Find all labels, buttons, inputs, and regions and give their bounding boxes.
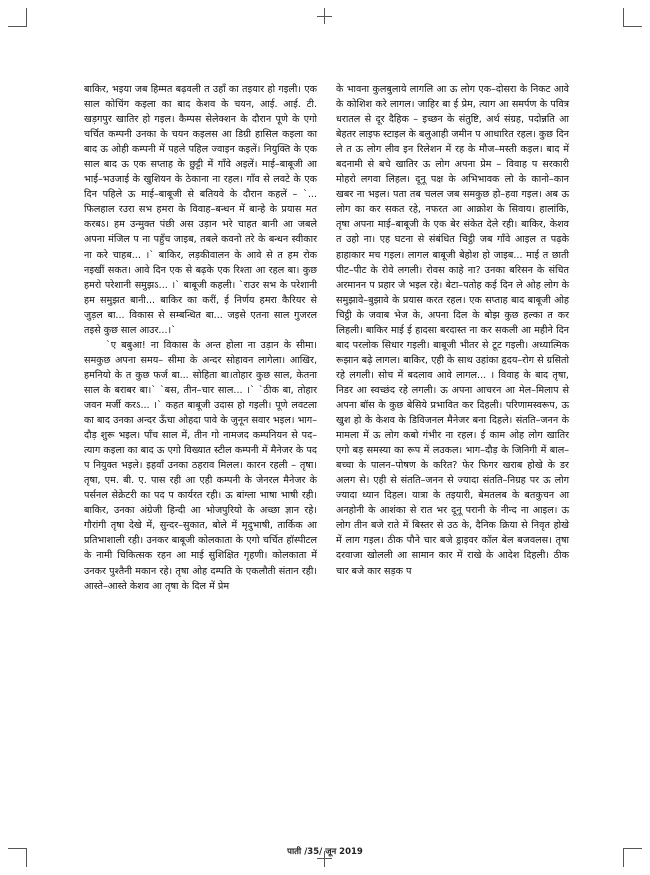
registration-mark-top-cross xyxy=(317,16,332,17)
paragraph: `ए बबुआ! ना विकास के अन्त होला ना उड़ान के सीमा। समकुछ अपना समय– सीमा के अन्दर सोहावन लागेला। आखिर, हमनियो के त कुछ फर्ज बा... सोहिता बा।तोहार कुछ साल, केतना साल के बराबर बा।` `बस, तीन–चार साल... ।` `ठीक बा, तोहार जवन मर्जी करऽ... ।` कहत बाबूजी उदास हो गइली। पूणे लवटला का बाद उनका अन्दर ऊँचा ओहदा पावे के जुनून सवार भइल। भाग–दौड़ शुरू भइल। पाँच साल में, तीन गो नामजद कम्पनियन से पद–त्याग कइला का बाद ऊ एगो विख्यात स्टील कम्पनी में मैनेजर के पद प नियुक्त भइले। इहवाँ उनका ठहराव मिलल। कारन रहली – तृषा। तृषा, एम. बी. ए. पास रही आ एही कम्पनी के जेनरल मैनेजर के पर्सनल सेक्रेटरी का पद प कार्यरत रही। ऊ बांग्ला भाषा भाषी रही। बाकिर, उनका अंग्रेजी हिन्दी आ भोजपुरियो के अच्छा ज्ञान रहे। गौरांगी तृषा देखे में, सुन्दर–सुकात, बोले में मृदुभाषी, तार्किक आ प्रतिभाशाली रही। उनकर बाबूजी कोलकाता के एगो चर्चित हॉस्पीटल के नामी चिकित्सक रहन आ माई सुशिक्षित गृहणी। कोलकाता में उनकर पुश्तैनी मकान रहे। तृषा ओह दम्पति के एकलौती संतान रही। आस्ते–आस्ते केशव आ तृषा के दिल में प्रेम xyxy=(84,339,317,592)
text-column-left xyxy=(84,82,317,594)
crop-mark-top-right xyxy=(623,8,642,27)
text-column-right xyxy=(336,82,569,579)
paragraph: बाकिर, भइया जब हिम्मत बढ़वली त उहाँ का तइयार हो गइली। एक साल कोचिंग कइला का बाद केशव के चयन, आई. आई. टी. खड़गपुर खातिर हो गइल। कैम्पस सेलेक्शन के दौरान पूणे के एगो चर्चित कम्पनी उनका के चयन कइलस आ डिग्री हासिल कइला का बाद ऊ ओही कम्पनी में पहले पहिल ज्वाइन कइलें। नियुक्ति के एक साल बाद ऊ एक सप्ताह के छुट्टी में गाँवे अइलें। माई–बाबूजी आ भाई–भउजाई के खुशियन के ठेकाना ना रहल। गाँव से लवटे के एक दिन पहिले ऊ माई–बाबूजी से बतियवे के दौरान कहलें – `... फिलहाल रउरा सभ हमरा के विवाह–बन्धन में बान्हे के प्रयास मत करबऽ। हम उन्मुक्त पंछी अस उड़ान भरे चाहत बानी आ जबले अपना मंजिल प ना पहुँच जाइब, तबले कवनो तरे के बन्धन स्वीकार ना करे चाहब... ।` बाकिर, लड़कीवालन के आवे से त हम रोक नइखीं सकत। आवे दिन एक से बढ़के एक रिश्ता आ रहल बा। कुछ हमरो परेशानी समुझऽ... ।` बाबूजी कहली। `राउर सभ के परेशानी हम समुझत बानी... बाकिर का करीं, ई निर्णय हमरा कैरियर से जुड़ल बा... विकास से सम्बन्धित बा... जइसे एतना साल गुजरल तइसे कुछ साल आउर...।` xyxy=(84,84,317,336)
crop-mark-top-left xyxy=(8,8,27,27)
page-footer: पाती /35/ जून 2019 xyxy=(287,847,363,857)
registration-mark-bottom-cross xyxy=(317,858,332,859)
paragraph: के भावना कुलबुलाये लागलि आ ऊ लोग एक–दोसरा के निकट आवे के कोशिश करे लागल। जाहिर बा ई प्रेम, त्याग आ समर्पण के पवित्र धरातल से दूर दैहिक – इच्छन के संतुष्टि, अर्थ संग्रह, पदोन्नति आ बेहतर लाइफ स्टाइल के बलुआही जमीन प आधारित रहल। कुछ दिन ले त ऊ लोग लीव इन रिलेशन में रह के मौज–मस्ती कइल। बाद में बदनामी से बचे खातिर ऊ लोग अपना प्रेम – विवाह प सरकारी मोहरो लगवा लिहल। दूनू पक्ष के अभिभावक लो के कानो–कान खबर ना भइल। पता तब चलल जब समकुछ हो–हवा गइल। अब ऊ लोग का कर सकत रहे, नफरत आ आक्रोश के सिवाय। हालांकि, तृषा अपना माई–बाबूजी के एक बेर संकेत देले रही। बाकिर, केशव त उहो ना। एह घटना से संबंधित चिट्ठी जब गाँवे आइल त पढ़के हाहाकार मच गइल। लागल बाबूजी बेहोश हो जाइब... माई त छाती पीट–पीट के रोवे लगली। रोवस काहे ना? उनका बरिसन के संचित अरमानन प प्रहार जे भइल रहे। बेटा–पतोह कई दिन ले ओह लोग के समुझावे–बुझावे के प्रयास करत रहल। एक सप्ताह बाद बाबूजी ओह चिट्ठी के जवाब भेज के, अपना दिल के बोझ कुछ हल्का त कर लिहली। बाकिर माई ई हादसा बरदास्त ना कर सकली आ महीने दिन बाद परलोक सिधार गइली। बाबूजी भीतर से टूट गइली। अध्यात्मिक रूझान बढ़े लागल। बाकिर, एही के साथ उहांका हृदय–रोग से ग्रसितो रहे लगली। सोच में बदलाव आवे लागल... । विवाह के बाद तृषा, निडर आ स्वच्छंद रहे लगली। ऊ अपना आचरन आ मेल–मिलाप से अपना बॉस के कुछ बेसिये प्रभावित कर दिहली। परिणामस्वरूप, ऊ खुश हो के केशव के डिविजनल मैनेजर बना दिहले। संतति–जनन के मामला में ऊ लोग कबो गंभीर ना रहल। ई काम ओह लोग खातिर एगो बड़ समस्या का रूप में लउकल। भाग–दौड़ के जिनिगी में बाल–बच्चा के पालन–पोषण के करित? फेर फिगर खराब होखे के डर अलग से। एही से संतति–जनन से ज्यादा संतति–निग्रह पर ऊ लोग ज्यादा ध्यान दिहल। यात्रा के तइयारी, बेमतलब के बतकुचन आ अनहोनी के आशंका से रात भर दूनू परानी के नीन्द ना आइल। ऊ लोग तीन बजे राते में बिस्तर से उठ के, दैनिक क्रिया से निवृत होखे में लाग गइल। ठीक पौने चार बजे ड्राइवर कॉल बेल बजवलस। तृषा दरवाजा खोलली आ सामान कार में राखे के आदेश दिहली। ठीक चार बजे कार सड़क प xyxy=(336,84,569,577)
